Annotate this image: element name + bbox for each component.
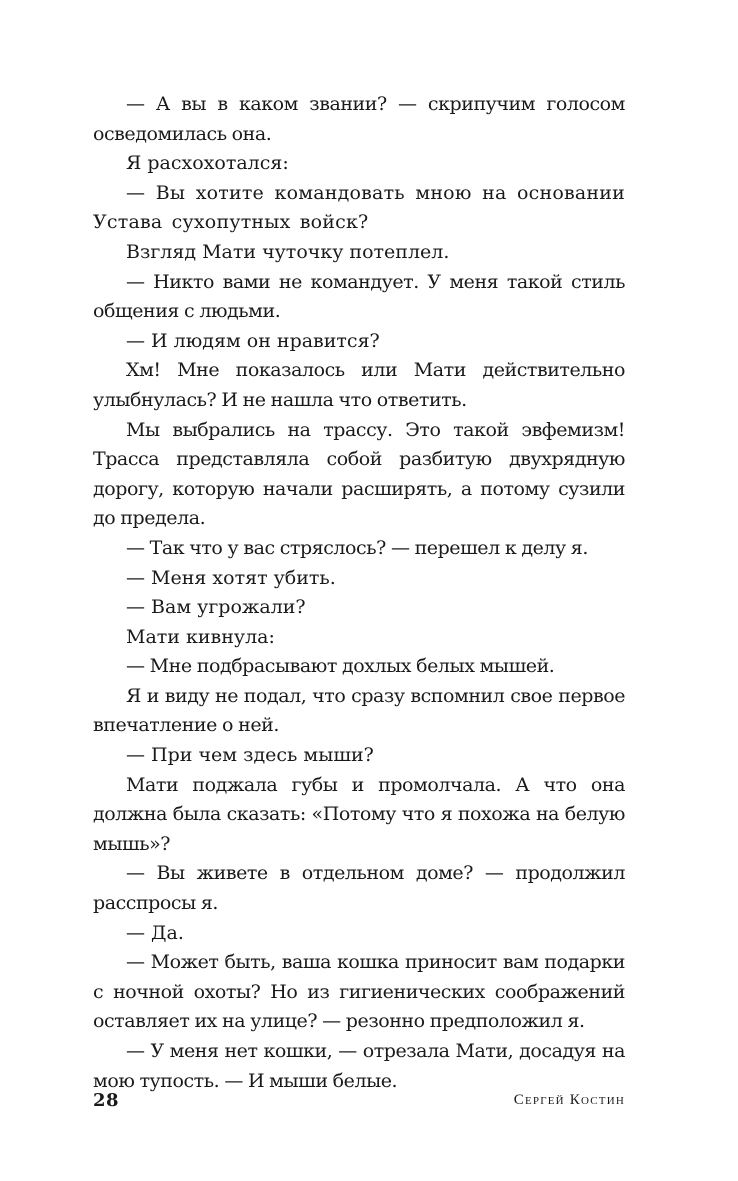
paragraph-13: — Мне подбрасывают дохлых белых мышей. <box>126 655 555 678</box>
running-head-author: Сергей Костин <box>513 1092 625 1108</box>
paragraph-10: — Меня хотят убить. <box>126 566 336 589</box>
paragraph-6: — И людям он нравится? <box>126 329 380 352</box>
page-footer <box>93 1090 625 1114</box>
paragraph-7: Хм! Мне показалось или Мати действительно улыбнулась? И не нашла что ответить. <box>93 359 625 411</box>
paragraph-2: Я расхохотался: <box>126 152 289 175</box>
paragraph-4: Взгляд Мати чуточку потеплел. <box>126 240 450 263</box>
paragraph-3: — Вы хотите командовать мною на основании Устава сухопутных войск? <box>93 181 625 234</box>
paragraph-20: — У меня нет кошки, — отрезала Мати, досадуя на мою тупость. — И мыши белые. <box>93 1040 625 1092</box>
paragraph-9: — Так что у вас стряслось? — перешел к делу я. <box>126 536 588 559</box>
paragraph-8: Мы выбрались на трассу. Это такой эвфемизм! Трасса представляла собой разбитую двухрядную дорогу, которую начали расширять, а потому сузили до предела. <box>93 418 625 530</box>
paragraph-17: — Вы живете в отдельном доме? — продолжил расспросы я. <box>93 862 625 915</box>
paragraph-16: Мати поджала губы и промолчала. А что она должна была сказать: «Потому что я похожа на белую мышь»? <box>93 773 625 855</box>
paragraph-1: — А вы в каком звании? — скрипучим голосом осведомилась она. <box>93 93 625 145</box>
paragraph-14: Я и виду не подал, что сразу вспомнил свое первое впечатление о ней. <box>93 684 625 737</box>
paragraph-11: — Вам угрожали? <box>126 596 306 619</box>
paragraph-18: — Да. <box>126 921 184 944</box>
paragraph-15: — При чем здесь мыши? <box>126 744 374 767</box>
paragraph-12: Мати кивнула: <box>126 625 275 648</box>
paragraph-19: — Может быть, ваша кошка приносит вам подарки с ночной охоты? Но из гигиенических соображений оставляет их на улице? — резонно предположил я. <box>93 951 625 1033</box>
paragraph-5: — Никто вами не командует. У меня такой стиль общения с людьми. <box>93 270 625 323</box>
page-number: 28 <box>93 1090 120 1111</box>
page-body <box>93 90 625 1096</box>
